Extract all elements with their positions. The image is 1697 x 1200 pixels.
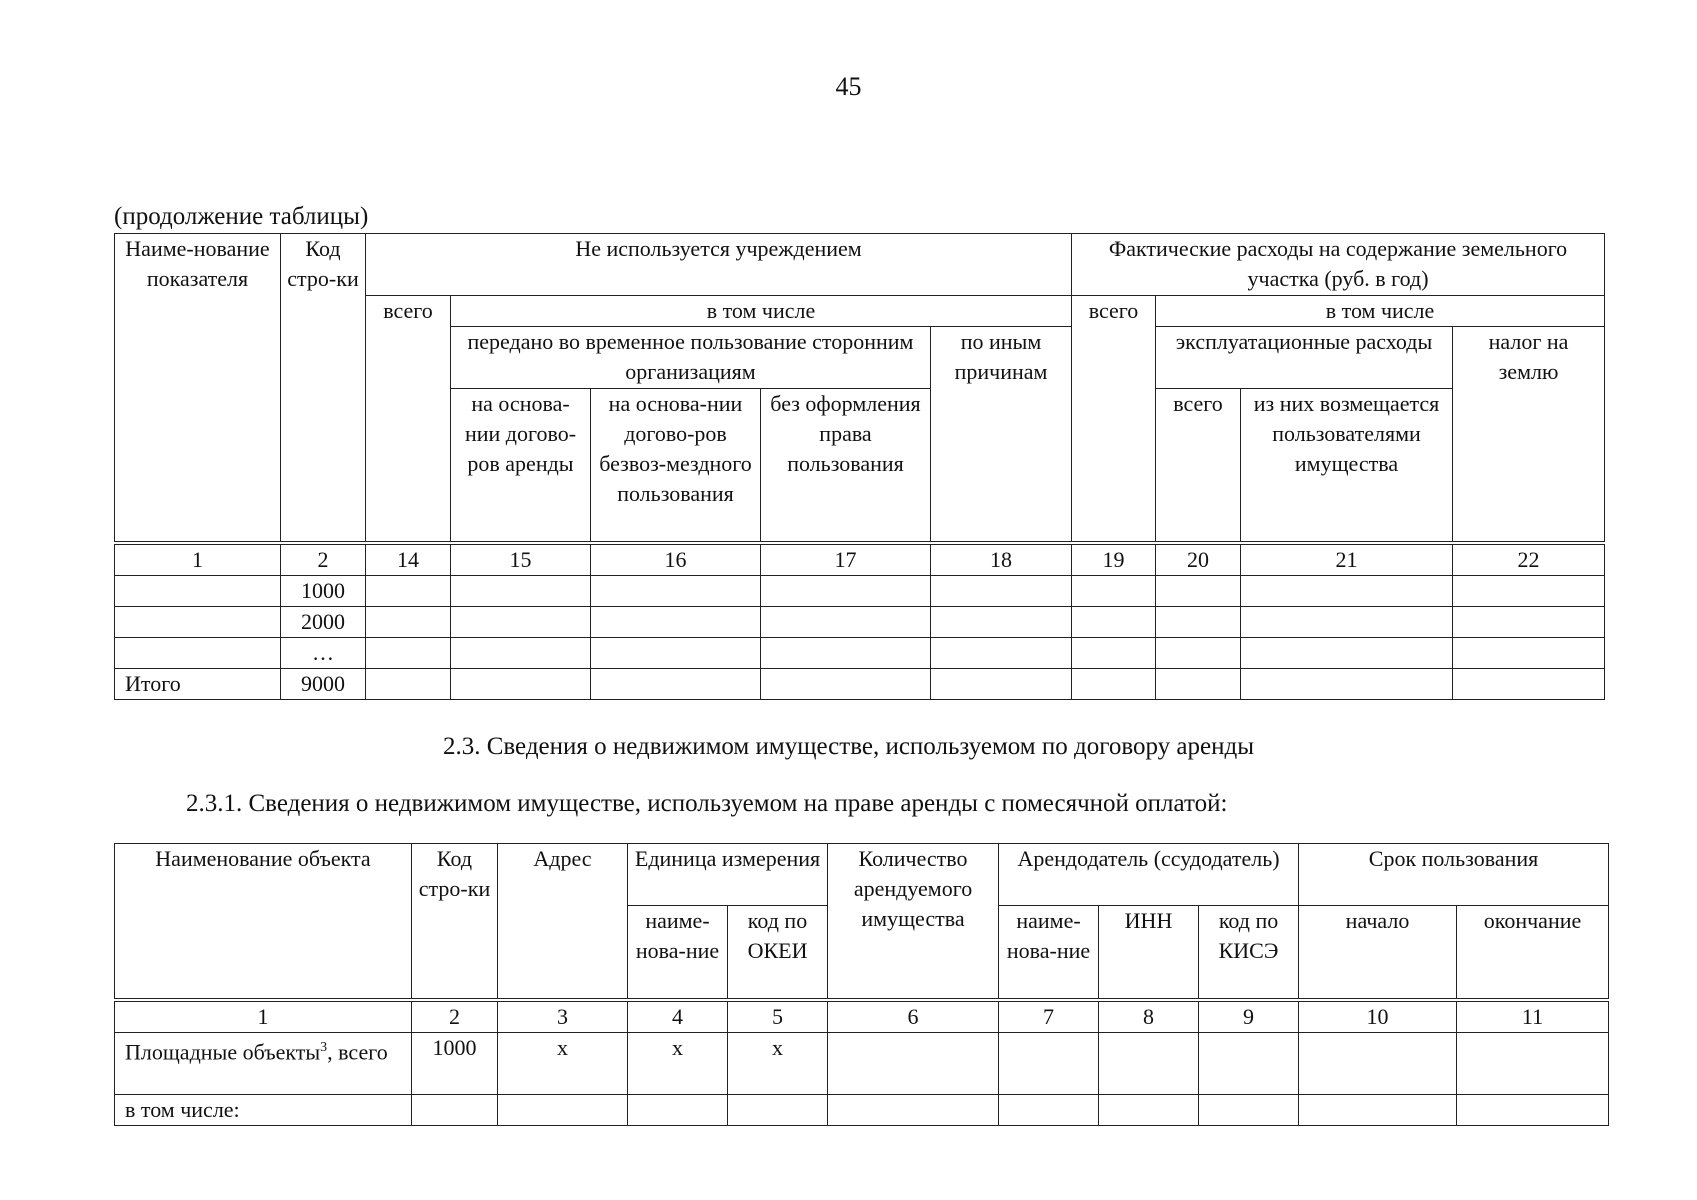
row-name: Итого [115,668,281,699]
header-operating-reimbursed: из них возмещается пользователями имущества [1241,389,1453,543]
header-unit: Единица измерения [628,844,828,906]
row-code: 9000 [281,668,366,699]
header-land-tax: налог на землю [1453,327,1605,543]
column-number: 5 [728,1000,828,1033]
header-actual-expenses: Фактические расходы на содержание земельного участка (руб. в год) [1072,234,1605,296]
header-quantity: Количество арендуемого имущества [828,844,999,1000]
header-term-end: окончание [1457,906,1609,1000]
continued-label: (продолжение таблицы) [114,203,369,230]
table-row [115,637,1605,668]
header-including-expenses: в том числе [1156,296,1605,327]
column-number: 10 [1299,1000,1457,1033]
row-code: 1000 [281,575,366,606]
column-number: 4 [628,1000,728,1033]
header-rent-contracts: на основа-нии догово-ров аренды [451,389,591,543]
header-term: Срок пользования [1299,844,1609,906]
column-number: 6 [828,1000,999,1033]
page-number: 45 [835,72,862,101]
header-no-right: без оформления права пользования [761,389,931,543]
column-number: 11 [1457,1000,1609,1033]
header-total-expenses: всего [1072,296,1156,543]
row-code: … [281,637,366,668]
header-operating-total: всего [1156,389,1241,543]
row-name: в том числе: [115,1094,412,1125]
table-row [115,1032,1609,1094]
section-heading-2-3-1: 2.3.1. Сведения о недвижимом имуществе, используемом на праве аренды с помесячной оплатой: [186,790,1228,817]
header-address: Адрес [498,844,628,1000]
column-number: 3 [498,1000,628,1033]
row-unit-name: х [628,1032,728,1094]
header-line-code: Код стро-ки [281,234,366,543]
header-operating-expenses: эксплуатационные расходы [1156,327,1453,389]
table-row [115,1094,1609,1125]
row-name [115,1032,412,1094]
column-number: 14 [366,543,451,576]
table-row-total [115,668,1605,699]
row-name [115,606,281,637]
row-name [115,575,281,606]
column-number: 18 [931,543,1072,576]
header-including-not-used: в том числе [451,296,1072,327]
column-number: 2 [412,1000,498,1033]
column-number: 22 [1453,543,1605,576]
header-free-use-contracts: на основа-нии догово-ров безвоз-мездного пользования [591,389,761,543]
header-kise-code: код по КИСЭ [1199,906,1299,1000]
header-line-code: Код стро-ки [412,844,498,1000]
row-name-suffix: , всего [327,1038,388,1064]
header-other-reasons: по иным причинам [931,327,1072,543]
header-indicator-name: Наиме-нование показателя [115,234,281,543]
footnote-mark: 3 [320,1039,328,1055]
row-name-text: Площадные объекты [125,1038,321,1064]
header-object-name: Наименование объекта [115,844,412,1000]
section-heading-2-3: 2.3. Сведения о недвижимом имуществе, используемом по договору аренды [442,733,1255,760]
column-number: 7 [999,1000,1099,1033]
table-row [115,575,1605,606]
table-row [115,606,1605,637]
column-number: 8 [1099,1000,1199,1033]
column-number: 20 [1156,543,1241,576]
header-not-used: Не используется учреждением [366,234,1072,296]
table-leased-property [114,843,1609,1126]
header-lessor-name: наиме-нова-ние [999,906,1099,1000]
column-number: 15 [451,543,591,576]
column-number: 1 [115,1000,412,1033]
row-okei-code: х [728,1032,828,1094]
header-unit-name: наиме-нова-ние [628,906,728,1000]
column-number: 19 [1072,543,1156,576]
header-total-not-used: всего [366,296,451,543]
header-transferred: передано во временное пользование сторонним организациям [451,327,931,389]
header-term-start: начало [1299,906,1457,1000]
header-lessor: Арендодатель (ссудодатель) [999,844,1299,906]
column-number: 1 [115,543,281,576]
row-address: х [498,1032,628,1094]
table-land-plot-usage [114,233,1605,700]
column-number: 21 [1241,543,1453,576]
column-number: 2 [281,543,366,576]
column-number: 16 [591,543,761,576]
column-number: 9 [1199,1000,1299,1033]
row-code: 1000 [412,1032,498,1094]
column-number: 17 [761,543,931,576]
row-code: 2000 [281,606,366,637]
header-okei-code: код по ОКЕИ [728,906,828,1000]
row-name [115,637,281,668]
header-inn: ИНН [1099,906,1199,1000]
